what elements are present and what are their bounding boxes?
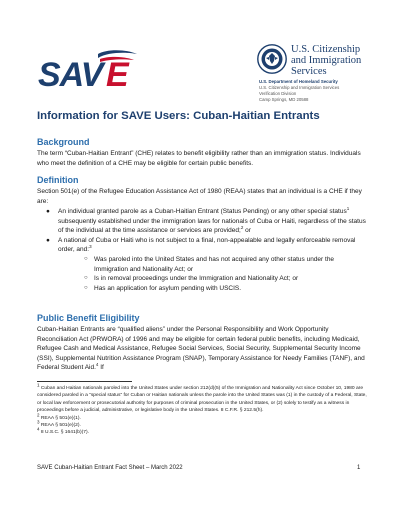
- definition-list: [37, 207, 367, 293]
- footnote-number: 3: [37, 419, 40, 425]
- definition-item-text: subsequently established under the immigration laws for nationals of Cuba or Haiti, regardless of the status of the individual at the time assistance or services are provided;: [58, 217, 366, 235]
- definition-heading: Definition: [37, 175, 79, 185]
- definition-subitem-text: Is in removal proceedings under the Immigration and Nationality Act; or: [94, 275, 299, 283]
- department-address: [259, 79, 339, 103]
- footnote-ref[interactable]: 1: [346, 205, 350, 211]
- footnote: [37, 382, 367, 415]
- svg-text:E: E: [106, 56, 129, 88]
- uscis-wordmark: [291, 44, 371, 77]
- circle-bullet-icon: ○: [84, 255, 88, 262]
- footnote-text: REAA § 501(e)(1).: [39, 415, 81, 421]
- agency-name-line: and Immigration: [291, 55, 362, 66]
- footnote: [37, 419, 367, 429]
- eligibility-text-body: Cuban-Haitian Entrants are “qualified aliens” under the Personal Responsibility and Work Opportunity Reconciliation Act (PRWORA) of 1996 and may be eligible for certain federal public benefits, including Medicaid, Refugee Cash and Medical Assistance, Refugee Social Services, Social Security, Supplemental Security Income (SSI), Supplemental Nutrition Assistance Program (SNAP), Temporary Assistance for Needy Families (TANF), and Federal Student Aid.: [37, 326, 365, 372]
- definition-item: [37, 236, 367, 294]
- eligibility-heading: Public Benefit Eligibility: [37, 313, 140, 323]
- definition-subitem: [58, 255, 367, 274]
- footnote-text: REAA § 501(e)(2).: [39, 423, 81, 429]
- footnote: [37, 412, 367, 425]
- definition-item: [37, 207, 367, 236]
- definition-item-text: An individual granted parole as a Cuban-Haitian Entrant (Status Pending) or any other special status: [58, 208, 347, 215]
- eligibility-text: [37, 325, 367, 373]
- footnote-ref[interactable]: 3: [89, 244, 92, 250]
- footnote-number: 1: [37, 382, 40, 388]
- definition-item-text: A national of Cuba or Haiti who is not subject to a final, non-appealable and legally enforceable removal order, and:: [58, 236, 356, 254]
- footnotes: [37, 382, 367, 437]
- circle-bullet-icon: ○: [84, 275, 88, 282]
- background-heading: Background: [37, 137, 90, 147]
- circle-bullet-icon: ○: [84, 284, 88, 291]
- bullet-icon: ●: [46, 208, 50, 215]
- page-title: Information for SAVE Users: Cuban-Haitian Entrants: [37, 110, 320, 122]
- definition-subitem-text: Was paroled into the United States and has not acquired any other status under the Immigration and Nationality Act; or: [94, 255, 335, 273]
- svg-text:SAV: SAV: [38, 56, 103, 88]
- department-name: U.S. Department of Homeland Security: [259, 79, 338, 84]
- bullet-icon: ●: [46, 236, 50, 244]
- definition-sublist: [58, 255, 367, 293]
- footnote-text: 8 U.S.C. § 1641(b)(7).: [39, 430, 89, 436]
- definition-subitem: [58, 284, 367, 294]
- footnote-ref[interactable]: 2: [240, 225, 244, 231]
- division-line: U.S. Citizenship and Immigration Services: [259, 85, 340, 90]
- page-number: 1: [357, 465, 361, 471]
- dhs-seal-icon: [257, 44, 287, 74]
- footnote-text: Cuban and Haitian nationals paroled into the United States under section 212(d)(5) of the Immigration and Nationality Act since October 10, 1980 are considered paroled in a “special status” for Cuban or Haitian nationals unless the parole into the United States was (1) in the custody of a Federal, State, or local law enforcement or prosecutorial authority for purposes of criminal prosecution in the United States, or (2) solely to testify as a witness in proceedings before a judicial, administrative, or legislative body in the United States. 8 C.F.R. § 212.5(h).: [37, 386, 367, 414]
- agency-name-line: Services: [291, 66, 327, 77]
- footnote-ref[interactable]: 4: [95, 362, 99, 368]
- definition-intro: Section 501(e) of the Refugee Education Assistance Act of 1980 (REAA) states that an individual is a CHE if they are:: [37, 188, 362, 205]
- division-line: Camp Springs, MD 20588: [259, 97, 309, 102]
- footnote-divider: [37, 381, 132, 382]
- division-line: Verification Division: [259, 91, 297, 96]
- background-text: The term “Cuban-Haitian Entrant” (CHE) relates to benefit eligibility rather than an immigration status. Individuals who meet the definition of a CHE may be eligible for certain public benefits.: [37, 150, 361, 167]
- footnote-number: 4: [37, 426, 40, 432]
- footer-title: SAVE Cuban-Haitian Entrant Fact Sheet – March 2022: [37, 465, 183, 471]
- save-logo: [38, 50, 138, 88]
- eligibility-text-tail: If: [98, 364, 104, 372]
- definition-subitem-text: Has an application for asylum pending with USCIS.: [94, 284, 242, 292]
- footnote-number: 2: [37, 412, 40, 417]
- definition-subitem: [58, 274, 367, 284]
- agency-name-line: U.S. Citizenship: [291, 44, 361, 55]
- definition-item-text: or: [243, 227, 251, 235]
